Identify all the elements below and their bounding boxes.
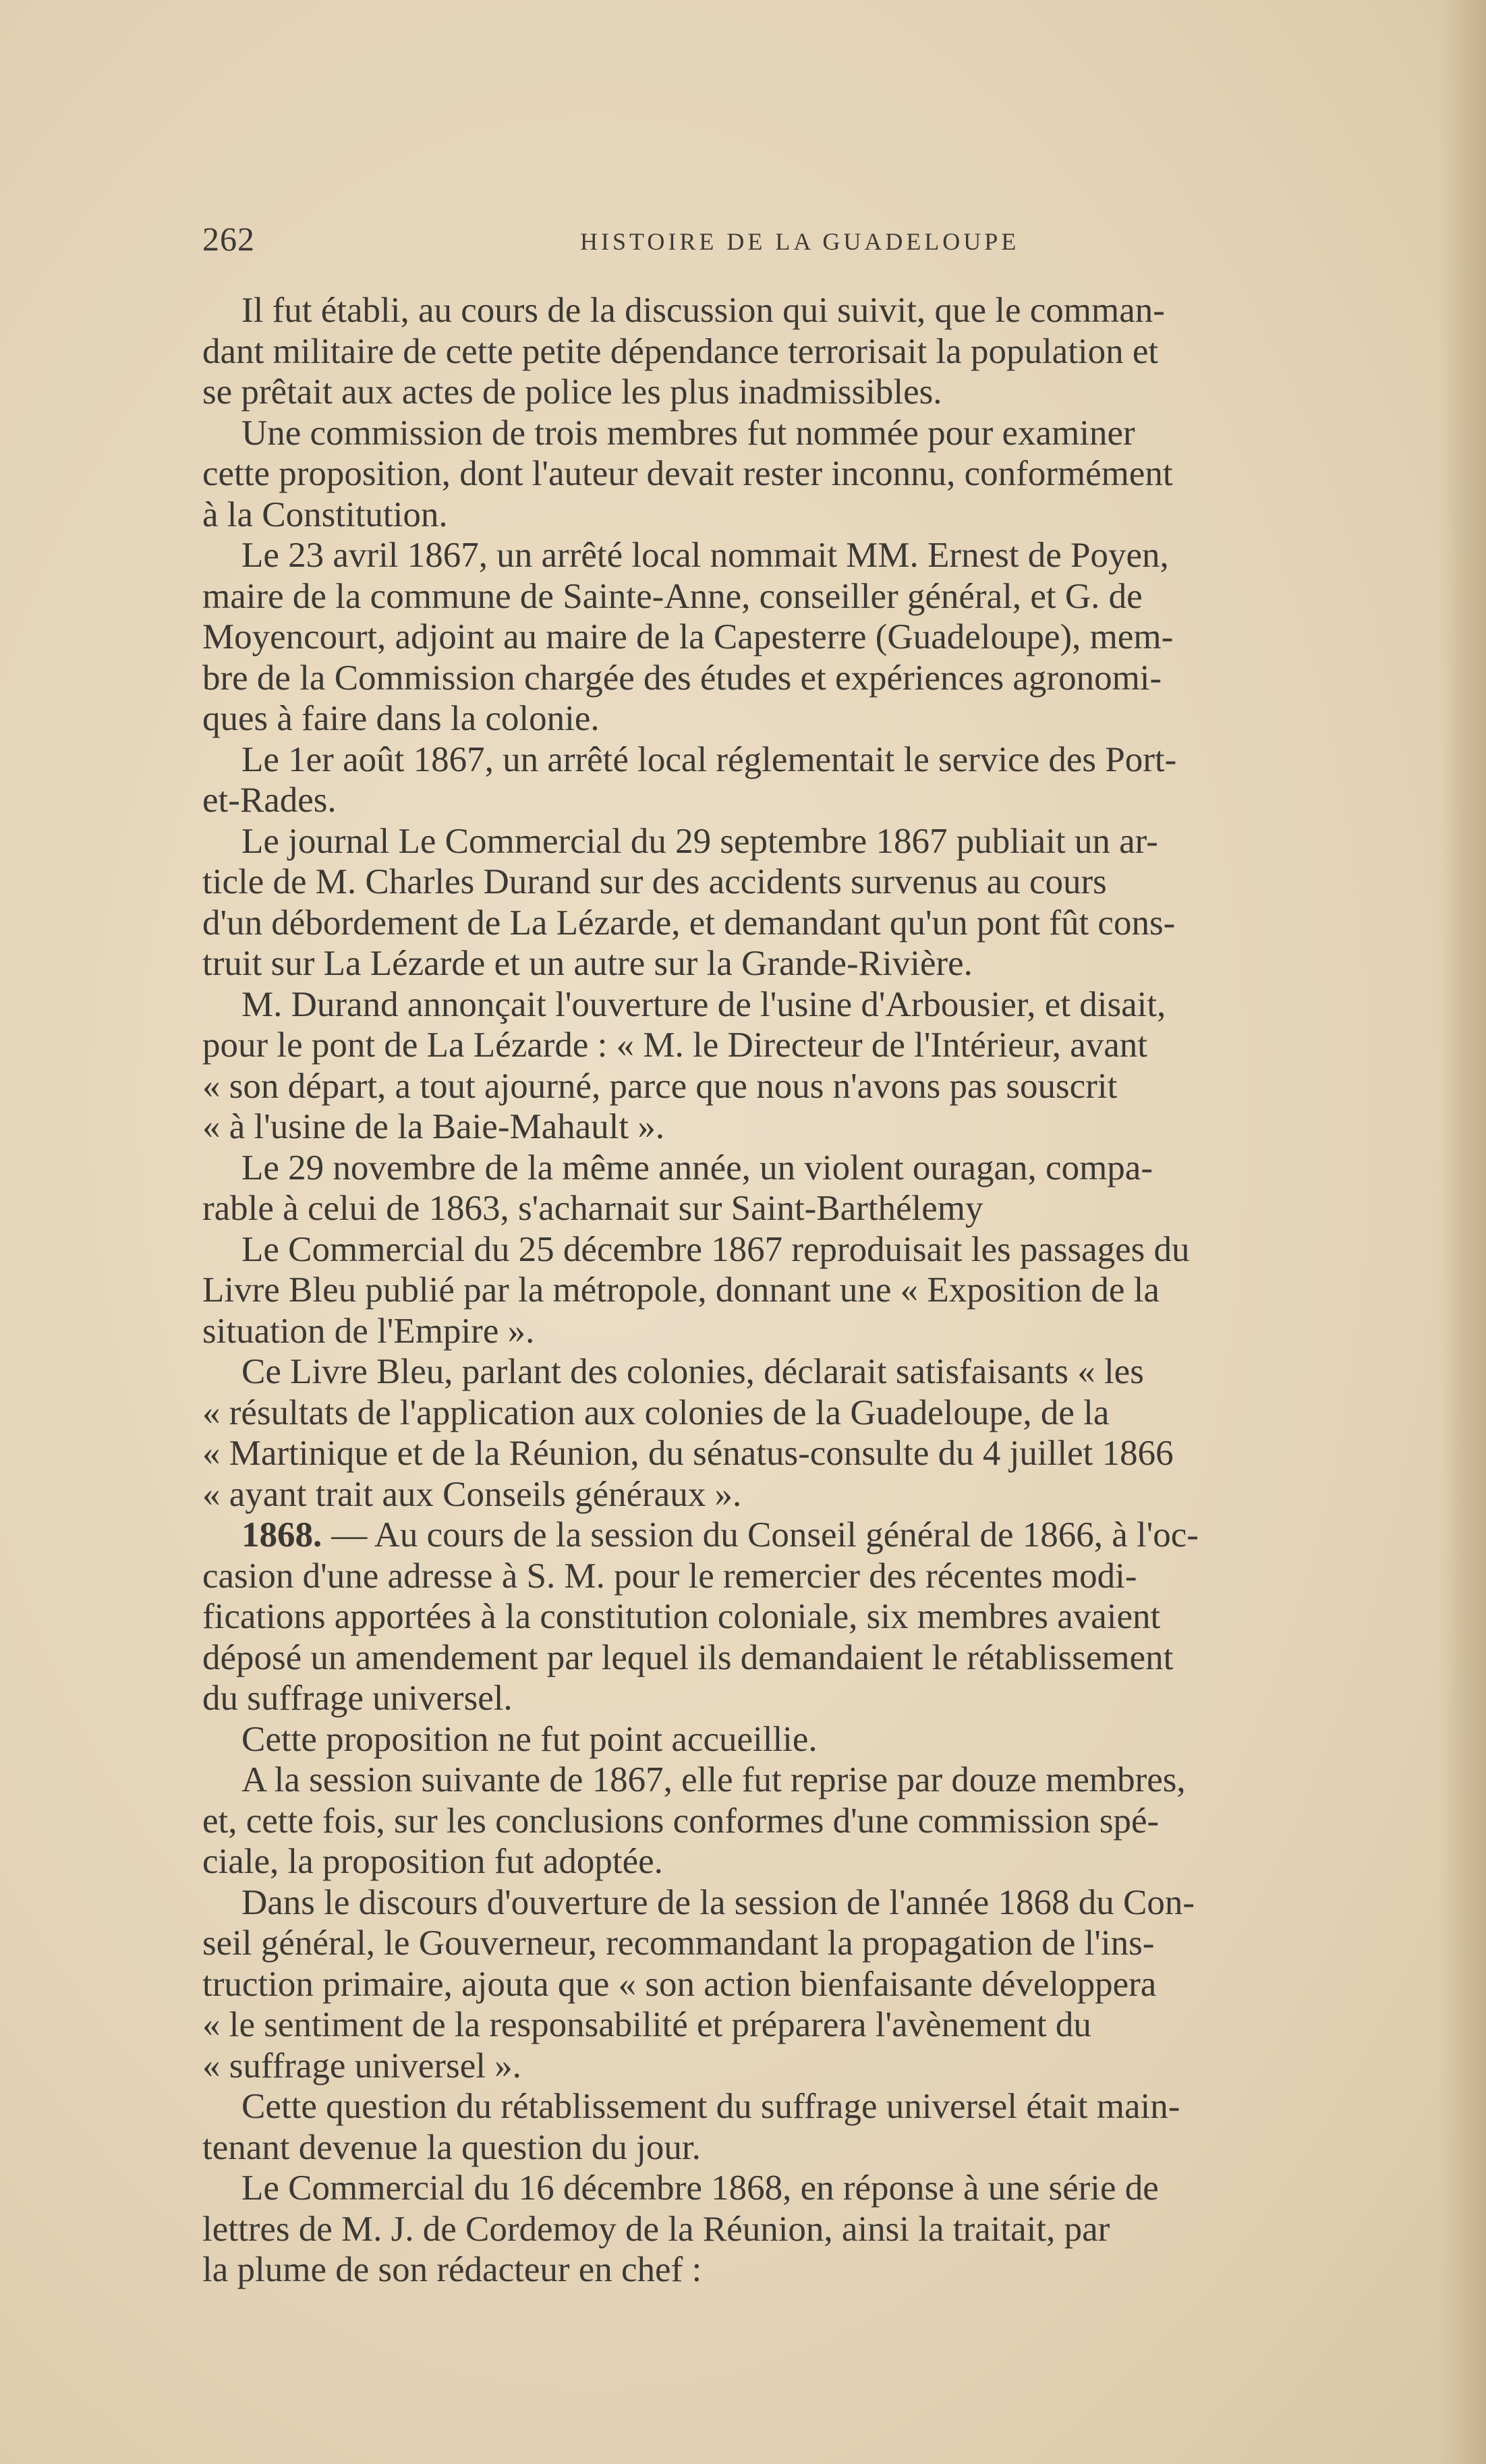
paragraph-1868 (202, 1515, 1403, 1719)
paragraph-text: — Au cours de la session du Conseil général de 1866, à l'oc- casion d'une adresse à S. M. pour le remercier des récentes modi- fications apportées à la constitution coloniale, six membres avaient déposé un amendement par lequel ils demandaient le rétablissement du suffrage universel. (202, 1515, 1199, 1718)
paragraph: Ce Livre Bleu, parlant des colonies, déclarait satisfaisants « les « résultats de l'application aux colonies de la Guadeloupe, de la « Martinique et de la Réunion, du sénatus-consulte du 4 juillet 1866 « ayant trait aux Conseils généraux ». (202, 1352, 1174, 1514)
body-text (202, 290, 1403, 2291)
paragraph: A la session suivante de 1867, elle fut reprise par douze membres, et, cette fois, sur les conclusions conformes d'une commission spé- ciale, la proposition fut adoptée. (202, 1760, 1186, 1881)
paragraph: Une commission de trois membres fut nommée pour examiner cette proposition, dont l'auteur devait rester inconnu, conformément à la Constitution. (202, 413, 1173, 534)
page-header (202, 219, 1403, 273)
paragraph: Cette proposition ne fut point accueillie. (241, 1719, 818, 1759)
running-title: HISTOIRE DE LA GUADELOUPE (580, 228, 1020, 255)
paragraph: Le 1er août 1867, un arrêté local réglementait le service des Port- et-Rades. (202, 739, 1177, 820)
paragraph: M. Durand annonçait l'ouverture de l'usine d'Arbousier, et disait, pour le pont de La Lézarde : « M. le Directeur de l'Intérieur, avant « son départ, a tout ajourné, parce que nous n'avons pas souscrit « à l'usine de la Baie-Mahault ». (202, 984, 1166, 1146)
paragraph: Il fut établi, au cours de la discussion qui suivit, que le comman- dant militaire de cette petite dépendance terrorisait la population et se prêtait aux actes de police les plus inadmissibles. (202, 291, 1165, 412)
paragraph: Le Commercial du 25 décembre 1867 reproduisait les passages du Livre Bleu publié par la métropole, donnant une « Exposition de la situation de l'Empire ». (202, 1229, 1190, 1351)
paragraph: Le 23 avril 1867, un arrêté local nommait MM. Ernest de Poyen, maire de la commune de Sainte-Anne, conseiller général, et G. de Moyencourt, adjoint au maire de la Capesterre (Guadeloupe), mem- bre de la Commission chargée des études et expériences agronomi- ques à faire dans la colonie. (202, 536, 1174, 738)
paragraph: Le Commercial du 16 décembre 1868, en réponse à une série de lettres de M. J. de Cordemoy de la Réunion, ainsi la traitait, par la plume de son rédacteur en chef : (202, 2168, 1159, 2289)
page-edge-shadow (1439, 0, 1486, 2464)
paragraph: Le 29 novembre de la même année, un violent ouragan, compa- rable à celui de 1863, s'acharnait sur Saint-Barthélemy (202, 1148, 1153, 1228)
page-number: 262 (202, 220, 255, 258)
paragraph: Dans le discours d'ouverture de la session de l'année 1868 du Con- seil général, le Gouverneur, recommandant la propagation de l'ins- truction primaire, ajouta que « son action bienfaisante développera « le sentiment de la responsabilité et préparera l'avènement du « suffrage universel ». (202, 1882, 1195, 2085)
year-heading: 1868. (241, 1515, 322, 1555)
paragraph: Le journal Le Commercial du 29 septembre 1867 publiait un ar- ticle de M. Charles Durand sur des accidents survenus au cours d'un débordement de La Lézarde, et demandant qu'un pont fût cons- truit sur La Lézarde et un autre sur la Grande-Rivière. (202, 821, 1176, 983)
paragraph: Cette question du rétablissement du suffrage universel était main- tenant devenue la question du jour. (202, 2087, 1180, 2167)
